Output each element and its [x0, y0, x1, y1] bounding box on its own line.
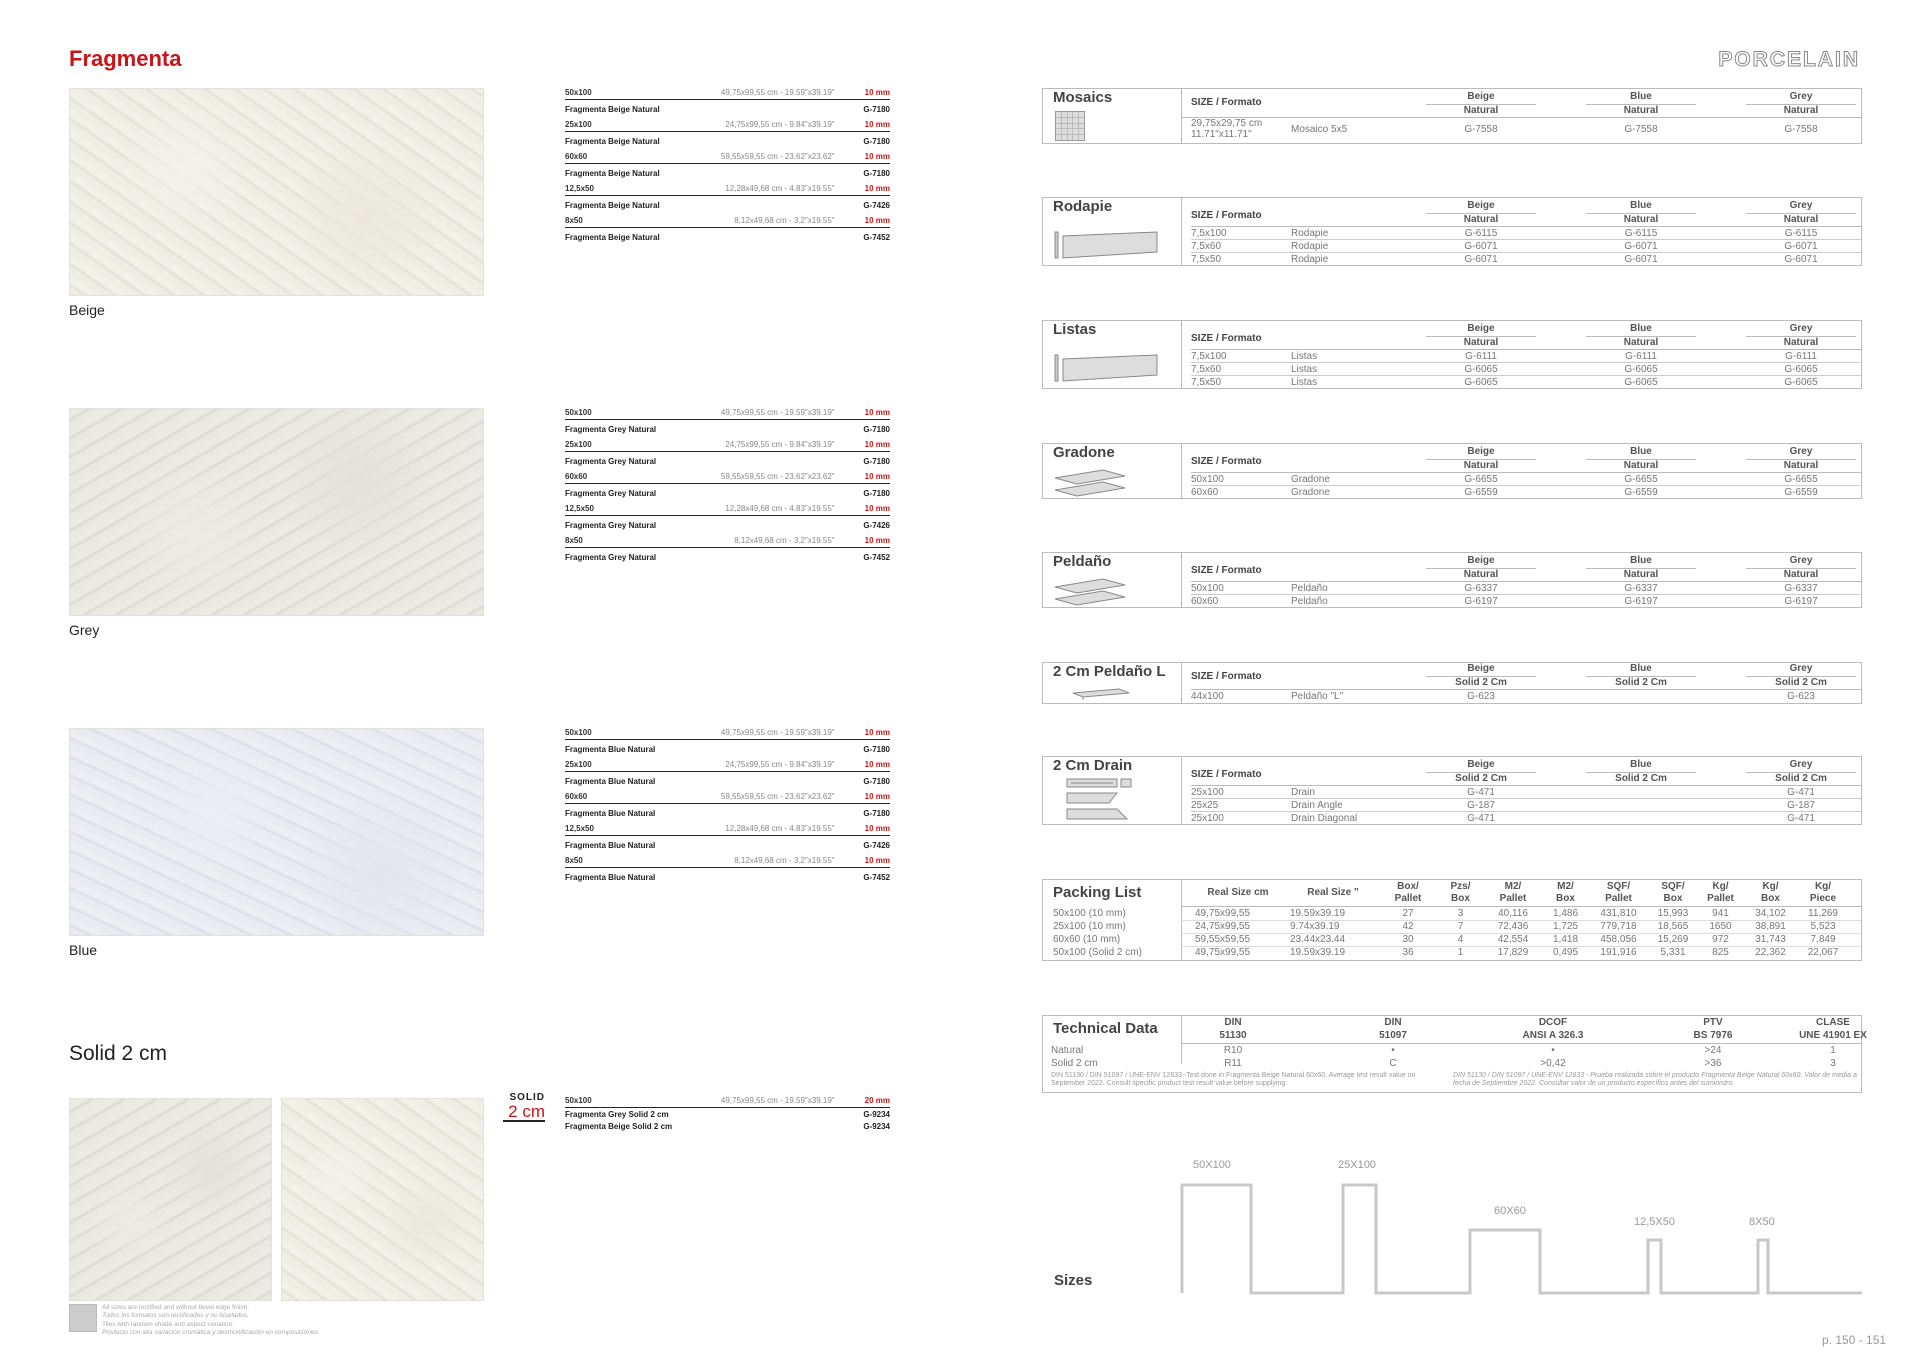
table-row: 25x100 Drain G-471 G-471: [1191, 785, 1861, 798]
legal-icon: [69, 1304, 97, 1332]
packing-cell: 431,810: [1600, 908, 1637, 919]
size-header: SIZE / Formato: [1191, 333, 1262, 344]
product-code: G-7452: [863, 553, 890, 562]
peldano-l-icon: [1071, 685, 1131, 701]
product-row: [565, 132, 890, 148]
size-value: 60x60: [565, 152, 588, 161]
col-blue: Blue Natural: [1586, 446, 1696, 472]
size-thickness: 10 mm: [864, 216, 890, 225]
product-row: [565, 548, 890, 564]
product-row: [565, 1108, 890, 1120]
col-blue: Blue Natural: [1586, 323, 1696, 349]
tech-cell: 1: [1830, 1045, 1836, 1056]
rodapie-label: Rodapie: [1053, 198, 1113, 215]
packing-cell: 19.59x39.19: [1290, 908, 1346, 919]
size-header: SIZE / Formato: [1191, 671, 1262, 682]
size-row: [565, 820, 890, 836]
size-dim: 49,75x99,55 cm - 19.59"x39.19": [720, 728, 835, 737]
product-name: Fragmenta Beige Natural: [565, 233, 660, 242]
packing-cell: 7,849: [1810, 934, 1836, 945]
table-row: 60x60 Peldaño G-6197 G-6197 G-6197: [1191, 594, 1861, 607]
swatch-label-blue: Blue: [69, 942, 98, 958]
packing-cell: 27: [1402, 908, 1414, 919]
product-name: Fragmenta Grey Solid 2 cm: [565, 1110, 669, 1119]
product-name: Fragmenta Beige Solid 2 cm: [565, 1122, 673, 1131]
product-code: G-7180: [863, 137, 890, 146]
drain-table: [1042, 756, 1862, 825]
packing-cell: 779,718: [1600, 921, 1637, 932]
product-code: G-7180: [863, 169, 890, 178]
tech-cell: R10: [1223, 1045, 1243, 1056]
solid-badge-bottom: 2 cm: [503, 1103, 545, 1122]
size-row: [565, 212, 890, 228]
size-thickness: 10 mm: [864, 824, 890, 833]
tech-cell: 3: [1830, 1058, 1836, 1069]
tech-header: DIN 51097: [1379, 1017, 1407, 1041]
table-row: 25x100 Drain Diagonal G-471 G-471: [1191, 811, 1861, 824]
page-title: Fragmenta: [69, 46, 182, 71]
packing-cell: 19.59x39.19: [1290, 947, 1346, 958]
size-row: [565, 148, 890, 164]
product-row: [565, 452, 890, 468]
peldano-table: [1042, 552, 1862, 608]
size-value: 50x100: [565, 88, 592, 97]
product-code: G-7180: [863, 457, 890, 466]
size-row: [565, 436, 890, 452]
col-blue: Blue Solid 2 Cm: [1586, 663, 1696, 689]
size-table-grey: [565, 404, 890, 564]
size-value: 60x60: [565, 792, 588, 801]
size-value: 50x100: [565, 1096, 592, 1105]
product-row: [565, 164, 890, 180]
size-dim: 12,28x49,68 cm - 4.83"x19.55": [725, 184, 835, 193]
peldano-l-label: 2 Cm Peldaño L: [1053, 663, 1166, 680]
size-row: [565, 1092, 890, 1108]
product-row: [565, 804, 890, 820]
tech-cell: R11: [1224, 1058, 1242, 1069]
size-value: 8x50: [565, 216, 583, 225]
col-grey: Grey Solid 2 Cm: [1746, 759, 1856, 785]
tech-cell: C: [1389, 1058, 1397, 1069]
packing-header: Kg/ Piece: [1809, 881, 1837, 904]
product-code: G-9234: [863, 1110, 890, 1119]
packing-cell: 31,743: [1755, 934, 1786, 945]
col-beige: Beige Natural: [1426, 91, 1536, 117]
gradone-table: [1042, 443, 1862, 499]
product-name: Fragmenta Grey Natural: [565, 425, 657, 434]
tech-cell: >24: [1704, 1045, 1722, 1056]
packing-cell: 9.74x39.19: [1290, 921, 1340, 932]
product-name: Fragmenta Beige Natural: [565, 105, 660, 114]
mosaic-code-blue: G-7558: [1624, 124, 1658, 135]
size-header: SIZE / Formato: [1191, 456, 1262, 467]
col-beige: Beige Solid 2 Cm: [1426, 759, 1536, 785]
size-thickness: 10 mm: [864, 152, 890, 161]
listas-label: Listas: [1053, 321, 1097, 338]
size-row: [565, 84, 890, 100]
packing-cell: 3: [1457, 908, 1464, 919]
product-code: G-7452: [863, 873, 890, 882]
size-thickness: 20 mm: [864, 1096, 890, 1105]
size-thickness: 10 mm: [864, 760, 890, 769]
size-value: 60x60: [565, 472, 588, 481]
table-row: 44x100 Peldaño "L" G-623 G-623: [1191, 689, 1861, 702]
size-header: SIZE / Formato: [1191, 97, 1262, 108]
packing-cell: 7: [1457, 921, 1464, 932]
size-header: SIZE / Formato: [1191, 210, 1262, 221]
size-thickness: 10 mm: [864, 792, 890, 801]
tech-cell: >0,42: [1540, 1058, 1566, 1069]
packing-cell: 40,116: [1498, 908, 1528, 919]
col-grey: Grey Solid 2 Cm: [1746, 663, 1856, 689]
packing-cell: 1,725: [1552, 921, 1579, 932]
mosaic-desc: Mosaico 5x5: [1291, 124, 1348, 135]
tech-header: DIN 51130: [1219, 1017, 1247, 1041]
product-name: Fragmenta Blue Natural: [565, 777, 656, 786]
mosaic-code-grey: G-7558: [1784, 124, 1818, 135]
size-value: 50x100: [565, 728, 592, 737]
listas-table: [1042, 320, 1862, 389]
brand-label: PORCELAIN: [1718, 48, 1860, 71]
size-row: [565, 500, 890, 516]
packing-cell: 825: [1712, 947, 1729, 958]
table-row: 60x60 Gradone G-6559 G-6559 G-6559: [1191, 485, 1861, 498]
size-table-beige: [565, 84, 890, 244]
packing-header: Real Size cm: [1207, 887, 1269, 898]
product-row: [565, 836, 890, 852]
size-thickness: 10 mm: [864, 856, 890, 865]
packing-cell: 42,554: [1497, 934, 1529, 945]
product-row: [565, 516, 890, 532]
table-row: 25x25 Drain Angle G-187 G-187: [1191, 798, 1861, 811]
packing-cell: 24,75x99,55: [1195, 921, 1251, 932]
size-dim: 24,75x99,55 cm - 9.84"x39.19": [725, 120, 835, 129]
size-dim: 49,75x99,55 cm - 19.59"x39.19": [720, 1096, 835, 1105]
packing-cell: 191,916: [1600, 947, 1637, 958]
tech-row-name: Solid 2 cm: [1051, 1058, 1098, 1069]
size-dim: 8,12x49,68 cm - 3.2"x19.55": [734, 216, 835, 225]
packing-header: M2/ Pallet: [1499, 881, 1527, 904]
table-row: 50x100 Gradone G-6655 G-6655 G-6655: [1191, 472, 1861, 485]
swatch-solid-grey: [69, 1098, 272, 1301]
col-blue: Blue Solid 2 Cm: [1586, 759, 1696, 785]
size-row: [565, 532, 890, 548]
product-code: G-7180: [863, 745, 890, 754]
col-grey: Grey Natural: [1746, 555, 1856, 581]
table-row: 50x100 Peldaño G-6337 G-6337 G-6337: [1191, 581, 1861, 594]
listas-icon: [1053, 351, 1163, 385]
product-name: Fragmenta Blue Natural: [565, 745, 656, 754]
packing-header: Box/ Pallet: [1394, 881, 1422, 904]
size-label-50x100: 50X100: [1193, 1159, 1231, 1171]
product-code: G-7180: [863, 425, 890, 434]
packing-cell: 23.44x23.44: [1290, 934, 1346, 945]
packing-cell: 11,269: [1808, 908, 1838, 919]
swatch-blue: [69, 728, 484, 936]
packing-cell: 18,565: [1657, 921, 1689, 932]
product-row: [565, 196, 890, 212]
packing-cell: 38,891: [1755, 921, 1786, 932]
size-thickness: 10 mm: [864, 728, 890, 737]
packing-cell: 458,056: [1600, 934, 1637, 945]
size-dim: 59,55x59,55 cm - 23.62"x23.62": [720, 152, 835, 161]
packing-cell: 1650: [1709, 921, 1732, 932]
swatch-label-beige: Beige: [69, 302, 105, 318]
packing-cell: 17,829: [1497, 947, 1529, 958]
size-table-blue: [565, 724, 890, 884]
product-code: G-7180: [863, 489, 890, 498]
size-value: 25x100: [565, 440, 592, 449]
size-value: 25x100: [565, 760, 592, 769]
packing-cell: 36: [1402, 947, 1414, 958]
tech-header: DCOF ANSI A 326.3: [1522, 1017, 1584, 1041]
col-beige: Beige Natural: [1426, 323, 1536, 349]
size-dim: 59,55x59,55 cm - 23.62"x23.62": [720, 792, 835, 801]
size-label-12x50: 12,5X50: [1634, 1216, 1675, 1228]
col-blue: Blue Natural: [1586, 200, 1696, 226]
product-name: Fragmenta Beige Natural: [565, 201, 660, 210]
size-label-60x60: 60X60: [1494, 1205, 1526, 1217]
col-blue: Blue Natural: [1586, 555, 1696, 581]
size-label-25x100: 25X100: [1338, 1159, 1376, 1171]
product-name: Fragmenta Blue Natural: [565, 841, 656, 850]
packing-cell: 42: [1402, 921, 1414, 932]
packing-cell: 15,993: [1657, 908, 1689, 919]
size-thickness: 10 mm: [864, 120, 890, 129]
table-row: 7,5x60 Listas G-6065 G-6065 G-6065: [1191, 362, 1861, 375]
packing-cell: 0,495: [1552, 947, 1579, 958]
size-dim: 59,55x59,55 cm - 23.62"x23.62": [720, 472, 835, 481]
peldano-label: Peldaño: [1053, 553, 1112, 570]
col-beige: Beige Natural: [1426, 200, 1536, 226]
table-row: 7,5x100 Listas G-6111 G-6111 G-6111: [1191, 349, 1861, 362]
col-grey: Grey Natural: [1746, 323, 1856, 349]
packing-label: Packing List: [1053, 884, 1142, 901]
size-value: 8x50: [565, 856, 583, 865]
mosaic-code-beige: G-7558: [1464, 124, 1498, 135]
product-name: Fragmenta Beige Natural: [565, 137, 660, 146]
packing-header: Real Size ": [1307, 887, 1359, 898]
step-icon: [1053, 468, 1133, 498]
product-code: G-7426: [863, 521, 890, 530]
size-thickness: 10 mm: [864, 408, 890, 417]
packing-cell: 49,75x99,55: [1195, 908, 1251, 919]
product-row: [565, 740, 890, 756]
size-header: SIZE / Formato: [1191, 565, 1262, 576]
size-row: [565, 756, 890, 772]
size-row: [565, 724, 890, 740]
product-code: G-7426: [863, 841, 890, 850]
packing-cell: 72,436: [1497, 921, 1529, 932]
table-row: 7,5x50 Rodapie G-6071 G-6071 G-6071: [1191, 252, 1861, 265]
size-dim: 12,28x49,68 cm - 4.83"x19.55": [725, 504, 835, 513]
packing-cell: 59,55x59,55: [1195, 934, 1251, 945]
size-label-8x50: 8X50: [1749, 1216, 1775, 1228]
packing-cell: 1: [1457, 947, 1464, 958]
mosaic-icon: [1055, 111, 1085, 141]
size-row: [565, 852, 890, 868]
packing-cell: 49,75x99,55: [1195, 947, 1251, 958]
product-row: [565, 868, 890, 884]
packing-header: Pzs/ Box: [1450, 881, 1471, 904]
tech-note-en: DIN 51130 / DIN 51097 / UNE-ENV 12633 -Test done in Fragmenta Beige Natural 60x60. Average test result value on September 2022. Consult specific product test result value before supplying.: [1051, 1072, 1416, 1088]
solid-badge: [503, 1092, 545, 1122]
packing-header: M2/ Box: [1556, 881, 1575, 904]
col-beige: Beige Natural: [1426, 555, 1536, 581]
packing-cell: 1,418: [1552, 934, 1579, 945]
packing-size: 25x100 (10 mm): [1053, 921, 1126, 932]
size-thickness: 10 mm: [864, 88, 890, 97]
solid-section-title: Solid 2 cm: [69, 1042, 168, 1065]
col-grey: Grey Natural: [1746, 446, 1856, 472]
product-name: Fragmenta Grey Natural: [565, 521, 657, 530]
product-name: Fragmenta Blue Natural: [565, 873, 656, 882]
packing-size: 60x60 (10 mm): [1053, 934, 1121, 945]
packing-cell: 5,523: [1810, 921, 1836, 932]
size-thickness: 10 mm: [864, 504, 890, 513]
mosaics-table: [1042, 88, 1862, 144]
size-value: 12,5x50: [565, 184, 594, 193]
packing-table: [1042, 879, 1862, 961]
packing-cell: 5,331: [1660, 947, 1686, 958]
packing-cell: 30: [1402, 934, 1414, 945]
tech-note-es: DIN 51130 / DIN 51097 / UNE-ENV 12633 - Prueba realizada sobre el producto Fragmenta Beige Natural 60x60. Valor de media a fecha de Septiembre 2022. Consultar valor de un producto específico antes del suministro.: [1453, 1072, 1857, 1088]
product-row: [565, 772, 890, 788]
size-row: [565, 404, 890, 420]
gradone-label: Gradone: [1053, 444, 1115, 461]
legal-text: All sizes are rectified and without bevel edge finish. Todos los formatos son rectificados y no biselados. Tiles with random shade and aspect variation. Producto con alta variación cromática y desmonificación en composiciones.: [102, 1304, 320, 1337]
technical-table: [1042, 1015, 1867, 1093]
table-row: 7,5x50 Listas G-6065 G-6065 G-6065: [1191, 375, 1861, 388]
product-row: [565, 1120, 890, 1132]
size-dim: 24,75x99,55 cm - 9.84"x39.19": [725, 760, 835, 769]
table-row: 7,5x60 Rodapie G-6071 G-6071 G-6071: [1191, 239, 1861, 252]
size-header: SIZE / Formato: [1191, 769, 1262, 780]
size-row: [565, 468, 890, 484]
peldano-l-table: [1042, 662, 1862, 704]
size-row: [565, 788, 890, 804]
solid-badge-top: SOLID: [509, 1092, 545, 1103]
size-value: 25x100: [565, 120, 592, 129]
product-code: G-9234: [863, 1122, 890, 1131]
rodapie-table: [1042, 197, 1862, 266]
product-code: G-7180: [863, 777, 890, 786]
col-grey: Grey Natural: [1746, 91, 1856, 117]
swatch-solid-beige: [281, 1098, 484, 1301]
size-value: 12,5x50: [565, 824, 594, 833]
size-dim: 49,75x99,55 cm - 19.59"x39.19": [720, 88, 835, 97]
page-number: p. 150 - 151: [1822, 1333, 1887, 1347]
mosaics-label: Mosaics: [1053, 89, 1113, 106]
size-value: 12,5x50: [565, 504, 594, 513]
size-thickness: 10 mm: [864, 440, 890, 449]
size-row: [565, 116, 890, 132]
product-row: [565, 228, 890, 244]
product-name: Fragmenta Grey Natural: [565, 489, 657, 498]
product-name: Fragmenta Grey Natural: [565, 553, 657, 562]
tech-row-name: Natural: [1051, 1045, 1084, 1056]
tech-cell: •: [1551, 1045, 1555, 1056]
product-row: [565, 484, 890, 500]
size-value: 8x50: [565, 536, 583, 545]
tech-header: PTV BS 7976: [1693, 1017, 1733, 1041]
size-dim: 12,28x49,68 cm - 4.83"x19.55": [725, 824, 835, 833]
product-name: Fragmenta Grey Natural: [565, 457, 657, 466]
size-value: 50x100: [565, 408, 592, 417]
packing-header: SQF/ Pallet: [1605, 881, 1632, 904]
packing-size: 50x100 (Solid 2 cm): [1053, 947, 1142, 958]
col-grey: Grey Natural: [1746, 200, 1856, 226]
swatch-label-grey: Grey: [69, 622, 100, 638]
packing-cell: 34,102: [1755, 908, 1786, 919]
product-name: Fragmenta Blue Natural: [565, 809, 656, 818]
drain-icon: [1065, 777, 1135, 822]
tech-header: CLASE UNE 41901 EX: [1799, 1017, 1867, 1041]
packing-cell: 972: [1712, 934, 1729, 945]
col-beige: Beige Solid 2 Cm: [1426, 663, 1536, 689]
table-row: 7,5x100 Rodapie G-6115 G-6115 G-6115: [1191, 226, 1861, 239]
sizes-diagram: [1042, 1155, 1864, 1295]
size-dim: 8,12x49,68 cm - 3.2"x19.55": [734, 856, 835, 865]
col-beige: Beige Natural: [1426, 446, 1536, 472]
packing-cell: 4: [1457, 934, 1464, 945]
size-thickness: 10 mm: [864, 536, 890, 545]
packing-cell: 15,269: [1657, 934, 1689, 945]
product-code: G-7452: [863, 233, 890, 242]
size-dim: 24,75x99,55 cm - 9.84"x39.19": [725, 440, 835, 449]
mosaic-size: 29,75x29,75 cm 11.71"x11.71": [1191, 118, 1263, 140]
rodapie-icon: [1053, 228, 1163, 262]
size-thickness: 10 mm: [864, 184, 890, 193]
tech-cell: >36: [1704, 1058, 1722, 1069]
sizes-label: Sizes: [1054, 1272, 1093, 1289]
col-blue: Blue Natural: [1586, 91, 1696, 117]
product-code: G-7180: [863, 105, 890, 114]
packing-size: 50x100 (10 mm): [1053, 908, 1126, 919]
packing-header: SQF/ Box: [1661, 881, 1685, 904]
tech-cell: •: [1391, 1045, 1395, 1056]
packing-cell: 1,486: [1552, 908, 1579, 919]
step-icon: [1053, 577, 1133, 607]
product-row: [565, 420, 890, 436]
size-dim: 49,75x99,55 cm - 19.59"x39.19": [720, 408, 835, 417]
packing-cell: 941: [1712, 908, 1729, 919]
packing-cell: 22,067: [1807, 947, 1839, 958]
product-name: Fragmenta Beige Natural: [565, 169, 660, 178]
size-table-solid: [565, 1092, 890, 1132]
swatch-beige: [69, 88, 484, 296]
product-row: [565, 100, 890, 116]
swatch-grey: [69, 408, 484, 616]
product-code: G-7426: [863, 201, 890, 210]
packing-header: Kg/ Pallet: [1707, 881, 1734, 904]
size-thickness: 10 mm: [864, 472, 890, 481]
packing-cell: 22,362: [1755, 947, 1786, 958]
technical-label: Technical Data: [1053, 1020, 1158, 1037]
size-dim: 8,12x49,68 cm - 3.2"x19.55": [734, 536, 835, 545]
packing-header: Kg/ Box: [1761, 881, 1780, 904]
product-code: G-7180: [863, 809, 890, 818]
drain-label: 2 Cm Drain: [1053, 757, 1133, 774]
size-row: [565, 180, 890, 196]
